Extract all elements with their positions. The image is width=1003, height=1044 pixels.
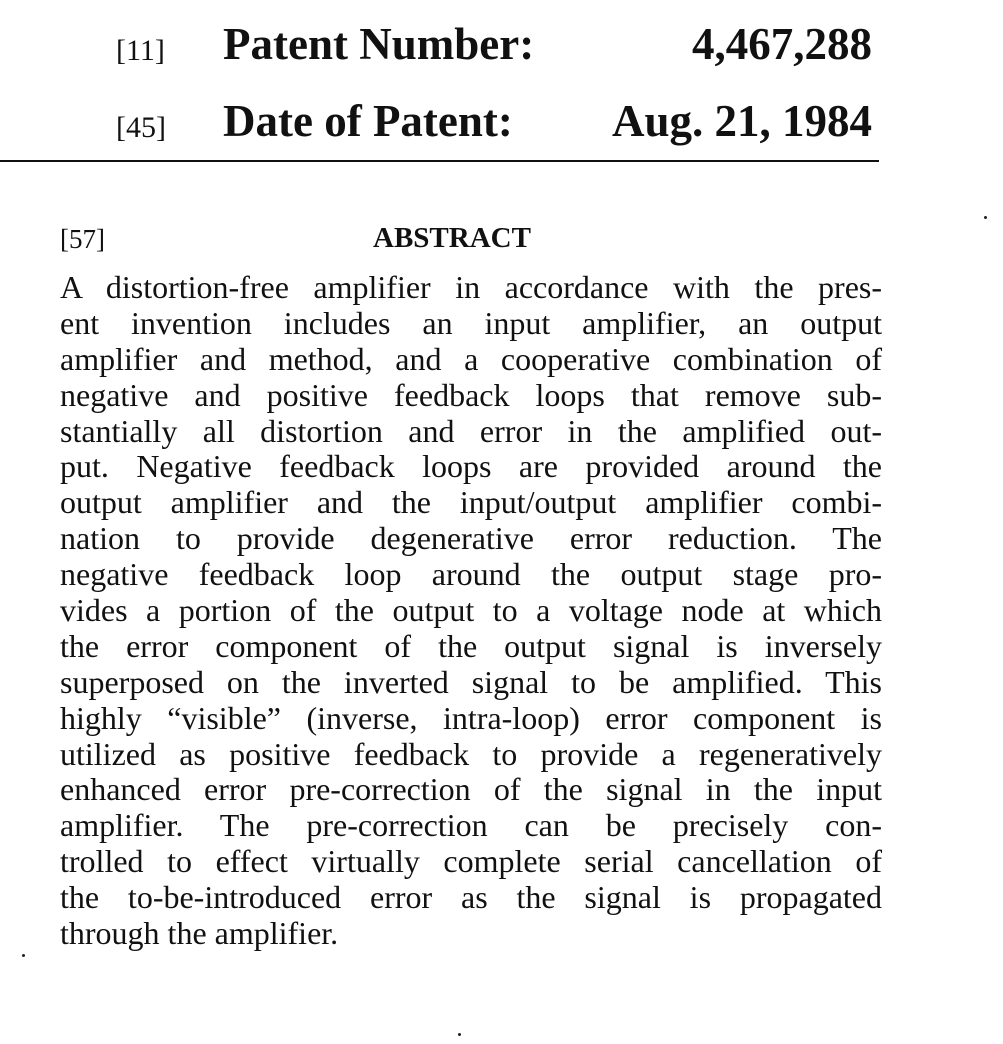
abstract-line: enhanced error pre-correction of the signal in the input	[60, 771, 882, 808]
abstract-line: put. Negative feedback loops are provided around the	[60, 448, 882, 485]
abstract-line: amplifier. The pre-correction can be precisely con-	[60, 807, 882, 844]
patent-number-label: Patent Number:	[223, 19, 535, 69]
abstract-line: the to-be-introduced error as the signal is propagated	[60, 879, 882, 916]
date-of-patent-value: Aug. 21, 1984	[611, 96, 872, 146]
abstract-code: [57]	[60, 224, 105, 254]
patent-number-row	[0, 18, 1003, 78]
abstract-line: amplifier and method, and a cooperative combination of	[60, 340, 882, 377]
abstract-line: output amplifier and the input/output amplifier combi-	[60, 484, 882, 521]
abstract-line: through the amplifier.	[60, 915, 339, 952]
abstract-line: highly “visible” (inverse, intra-loop) error component is	[60, 699, 882, 736]
patent-number-value: 4,467,288	[692, 19, 872, 69]
patent-number-code: [11]	[116, 34, 165, 67]
header-divider	[0, 160, 879, 162]
abstract-line: negative and positive feedback loops that remove sub-	[60, 376, 882, 413]
abstract-line: trolled to effect virtually complete serial cancellation of	[60, 843, 882, 880]
date-of-patent-code: [45]	[116, 111, 166, 144]
scan-speck	[984, 216, 987, 219]
date-of-patent-row	[0, 95, 1003, 155]
abstract-line: vides a portion of the output to a voltage node at which	[60, 592, 882, 629]
abstract-line: nation to provide degenerative error reduction. The	[60, 520, 882, 557]
abstract-line: ent invention includes an input amplifier, an output	[60, 304, 882, 341]
abstract-heading: ABSTRACT	[373, 222, 531, 254]
abstract-body	[60, 270, 882, 952]
scan-speck	[458, 1033, 461, 1036]
scan-speck	[22, 954, 25, 957]
abstract-line: utilized as positive feedback to provide a regeneratively	[60, 735, 882, 772]
abstract-line: stantially all distortion and error in the amplified out-	[60, 412, 882, 449]
abstract-line: the error component of the output signal is inversely	[60, 627, 882, 664]
abstract-line: superposed on the inverted signal to be amplified. This	[60, 663, 882, 700]
abstract-line: A distortion-free amplifier in accordance with the pres-	[60, 269, 882, 305]
abstract-line: negative feedback loop around the output stage pro-	[60, 556, 882, 593]
date-of-patent-label: Date of Patent:	[223, 96, 513, 146]
